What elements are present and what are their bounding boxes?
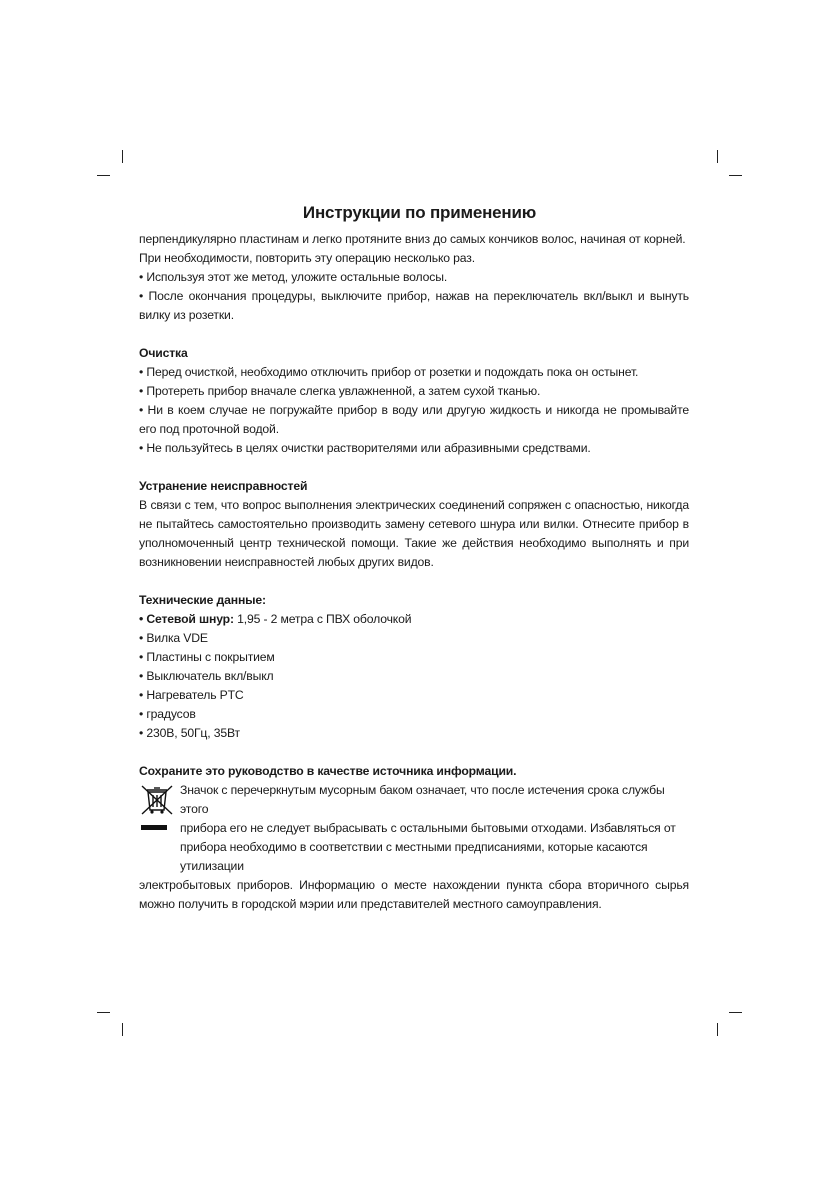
crop-mark-bottom-left-h <box>97 1012 110 1013</box>
spec-item-2: • Пластины с покрытием <box>139 650 275 664</box>
crop-mark-bottom-left-v <box>122 1023 123 1036</box>
troubleshooting-text: В связи с тем, что вопрос выполнения электрических соединений сопряжен с опасностью, никогда не пытайтесь самостоятельно производить замену сетевого шнура или вилки. Отнесите прибор в уполномоченный центр технической помощи. Такие же действия необходимо выполнять и при возникновении неисправностей любых других видов. <box>139 498 689 569</box>
save-heading: Сохраните это руководство в качестве источника информации. <box>139 764 517 778</box>
crop-mark-bottom-right-h <box>729 1012 742 1013</box>
disposal-text-rest: электробытовых приборов. Информацию о месте нахождении пункта сбора вторичного сырья можно получить в городской мэрии или представителей местного самоуправления. <box>139 878 689 911</box>
spec-cord-label: • Сетевой шнур: <box>139 612 234 626</box>
crop-mark-top-left-h <box>97 175 110 176</box>
disposal-line-2: прибора его не следует выбрасывать с остальными бытовыми отходами. Избавляться от <box>180 821 676 835</box>
crop-mark-top-left-v <box>122 150 123 163</box>
crossed-out-wheelie-bin-icon <box>139 783 175 833</box>
cleaning-heading: Очистка <box>139 346 188 360</box>
spec-item-3: • Выключатель вкл/выкл <box>139 669 274 683</box>
specs-heading: Технические данные: <box>139 593 266 607</box>
page-content <box>139 230 689 914</box>
cleaning-item-2: • Протереть прибор вначале слегка увлажненной, а затем сухой тканью. <box>139 384 541 398</box>
intro-line-1: перпендикулярно пластинам и легко протяните вниз до самых кончиков волос, начиная от корней. <box>139 232 686 246</box>
page-title: Инструкции по применению <box>302 203 537 222</box>
cleaning-item-1: • Перед очисткой, необходимо отключить прибор от розетки и подождать пока он остынет. <box>139 365 639 379</box>
cleaning-item-4: • Не пользуйтесь в целях очистки растворителями или абразивными средствами. <box>139 441 591 455</box>
crop-mark-bottom-right-v <box>717 1023 718 1036</box>
intro-line-2: При необходимости, повторить эту операцию несколько раз. <box>139 251 475 265</box>
crop-mark-top-right-v <box>717 150 718 163</box>
disposal-line-1: Значок с перечеркнутым мусорным баком означает, что после истечения срока службы этого <box>180 783 665 816</box>
spec-item-4: • Нагреватель PTC <box>139 688 244 702</box>
spec-item-1: • Вилка VDE <box>139 631 208 645</box>
crop-mark-top-right-h <box>729 175 742 176</box>
spec-item-6: • 230В, 50Гц, 35Вт <box>139 726 240 740</box>
spec-item-cord <box>139 610 689 629</box>
intro-bullet-2: • После окончания процедуры, выключите прибор, нажав на переключатель вкл/выкл и вынуть вилку из розетки. <box>139 289 689 322</box>
intro-bullet-1: • Используя этот же метод, уложите остальные волосы. <box>139 270 448 284</box>
cleaning-item-3: • Ни в коем случае не погружайте прибор в воду или другую жидкость и никогда не промывайте его под проточной водой. <box>139 403 689 436</box>
spec-cord-value: 1,95 - 2 метра с ПВХ оболочкой <box>233 612 412 626</box>
spec-item-5: • градусов <box>139 707 196 721</box>
disposal-line-3: прибора необходимо в соответствии с местными предписаниями, которые касаются утилизации <box>180 840 648 873</box>
troubleshooting-heading: Устранение неисправностей <box>139 479 308 493</box>
disposal-notice <box>139 781 689 876</box>
